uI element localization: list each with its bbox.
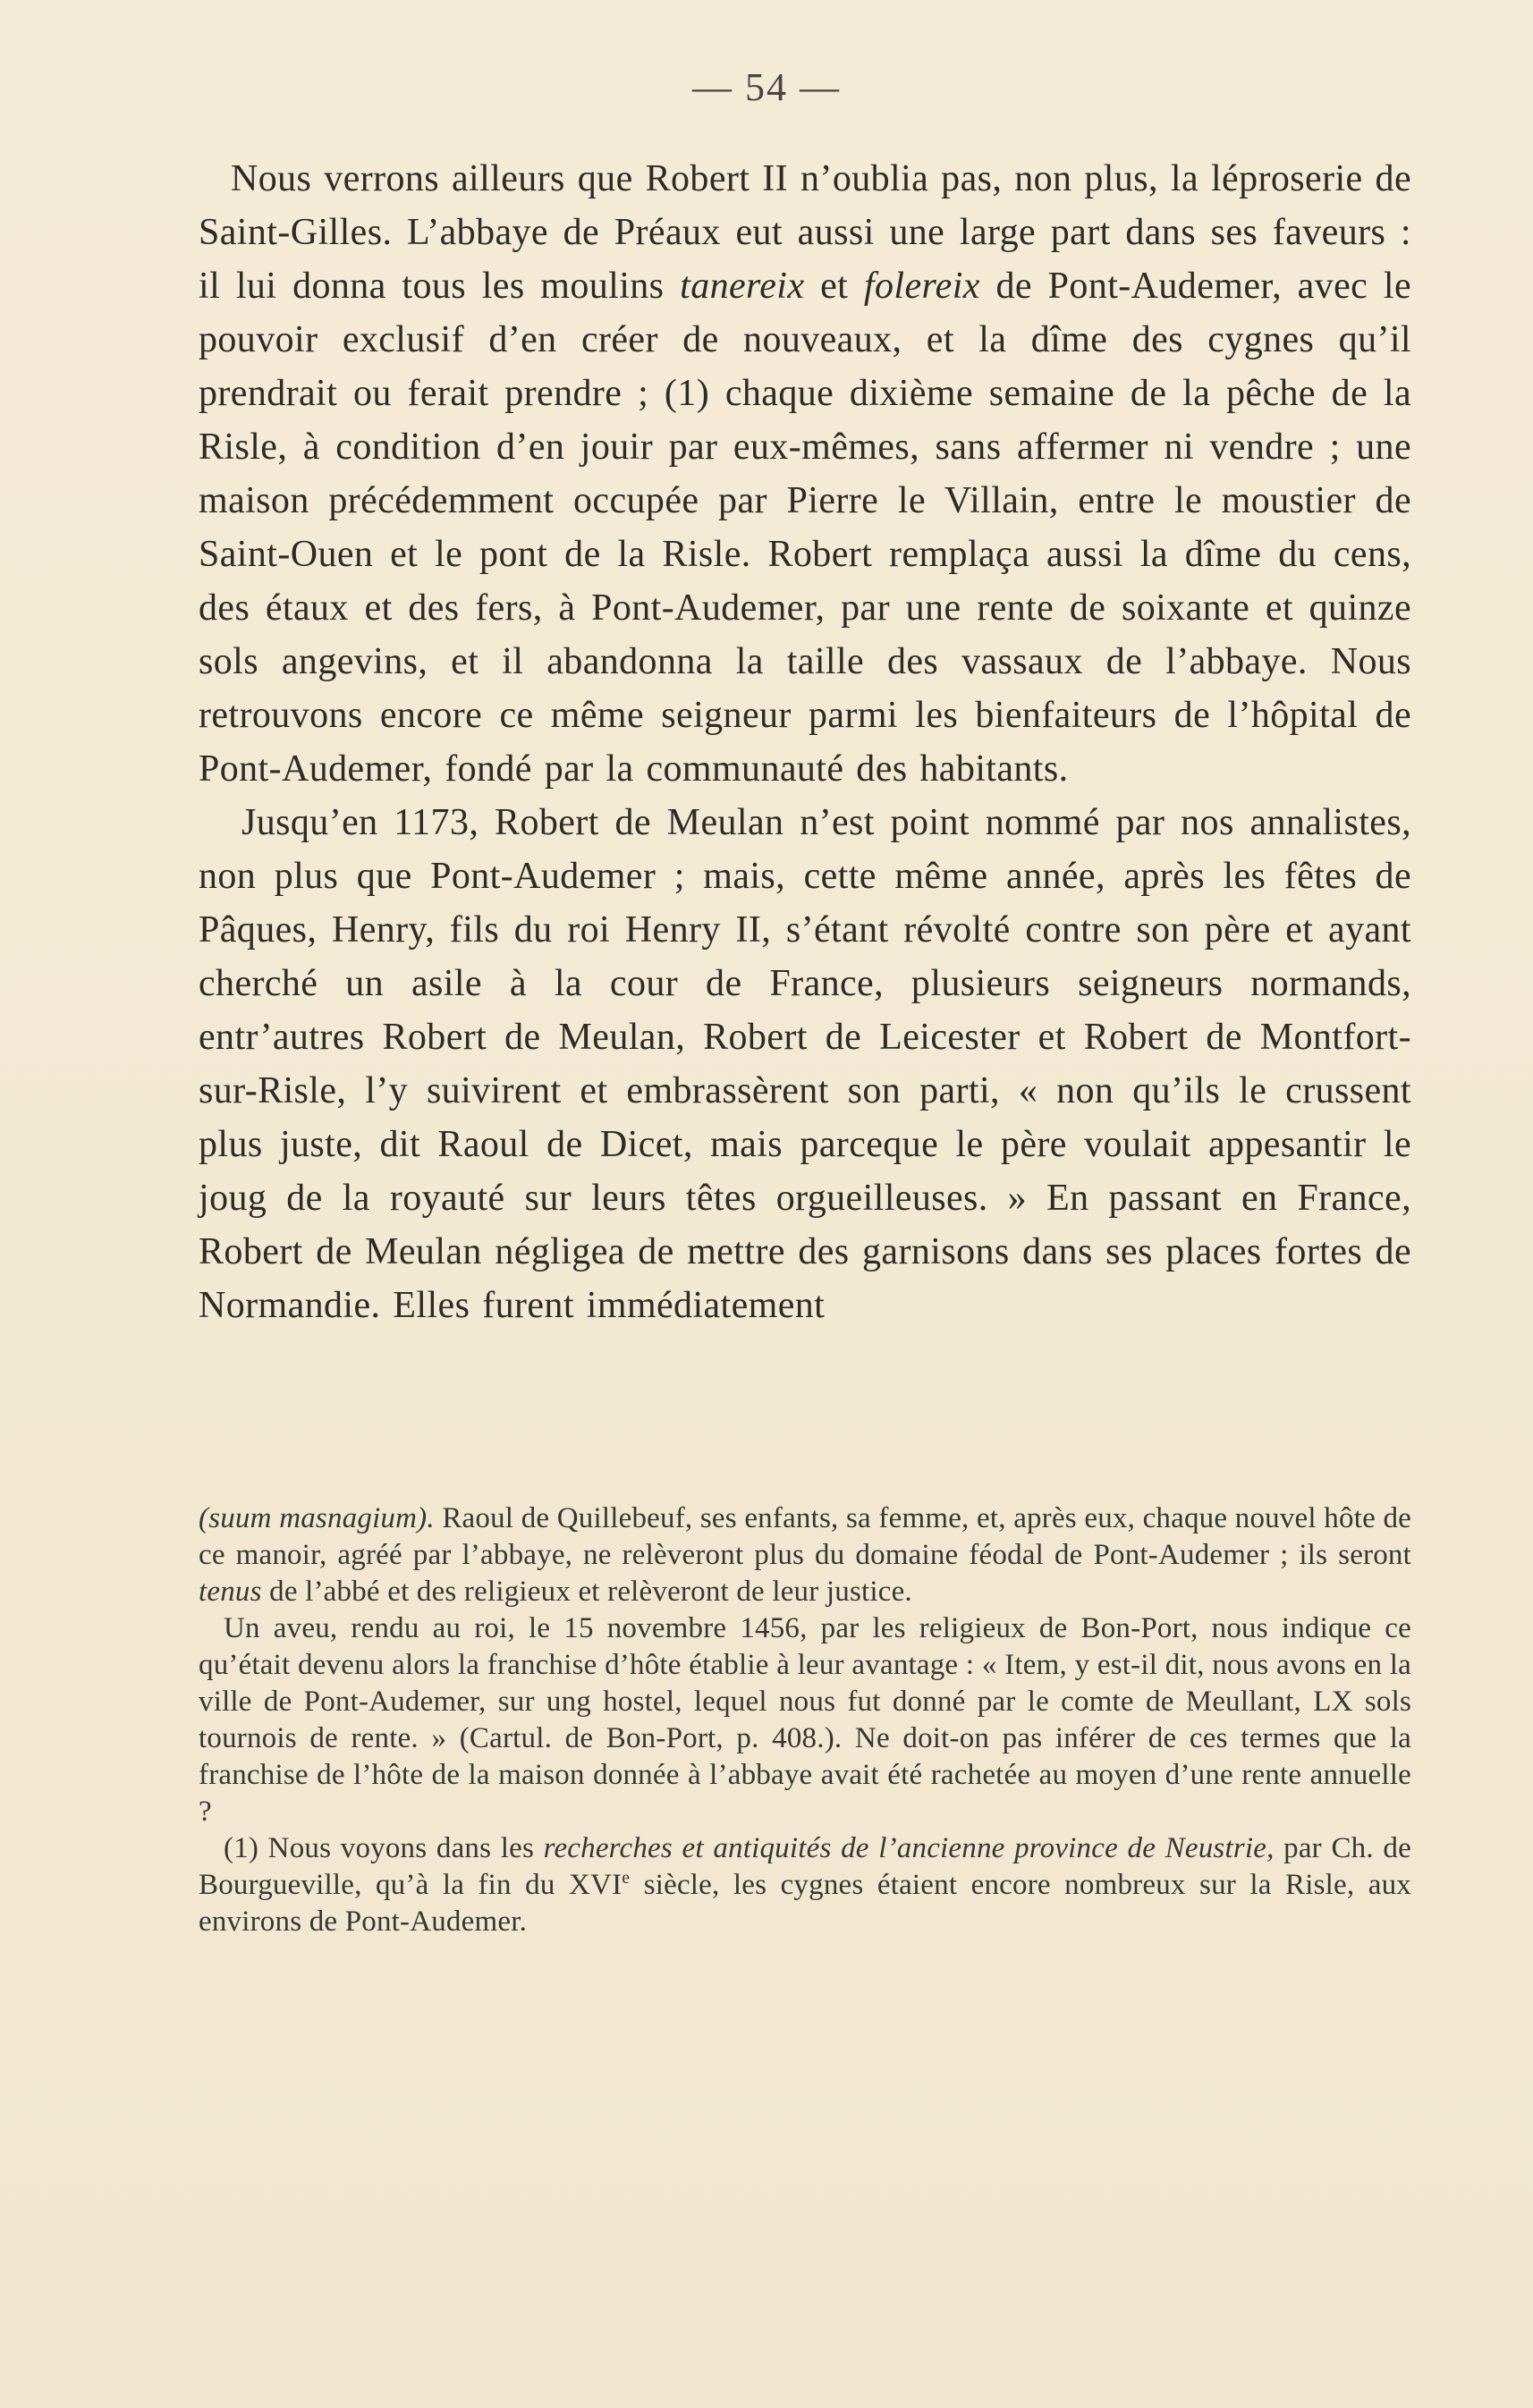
page-number: — 54 — bbox=[692, 65, 841, 109]
superscript: e bbox=[622, 1868, 631, 1888]
text-run: Raoul de Quillebeuf, ses enfants, sa femme, et, après eux, chaque nouvel hôte de ce manoir, agréé par l’abbaye, ne relèveront plus du domaine féodal de Pont-Audemer ; ils seront bbox=[199, 1502, 1411, 1571]
main-text bbox=[199, 152, 1411, 1332]
italic-term: tenus bbox=[199, 1576, 262, 1608]
text-run: (1) Nous voyons dans les bbox=[224, 1832, 544, 1864]
footnote-1 bbox=[199, 1830, 1411, 1940]
text-run: Nous verrons ailleurs que Robert II n’oublia pas, non plus, la léproserie de Saint-Gilles. L’abbaye de Préaux eut aussi une large part dans ses faveurs : il lui donna tous les moulins bbox=[199, 158, 1411, 307]
text-run: de Pont-Audemer, avec le pouvoir exclusif d’en créer de nouveaux, et la dîme des cygnes qu’il prendrait ou ferait prendre ; (1) chaque dixième semaine de la pêche de la Risle, à condition d’en jouir par eux-mêmes, sans affermer ni vendre ; une maison précédemment occupée par Pierre le Villain, entre le moustier de Saint-Ouen et le pont de la Risle. Robert remplaça aussi la dîme du cens, des étaux et des fers, à Pont-Audemer, par une rente de soixante et quinze sols angevins, et il abandonna la taille des vassaux de l’abbaye. Nous retrouvons encore ce même seigneur parmi les bienfaiteurs de l’hôpital de Pont-Audemer, fondé par la communauté des habitants. bbox=[199, 266, 1411, 790]
italic-term: (suum masnagium). bbox=[199, 1502, 435, 1534]
italic-term: tanereix bbox=[680, 266, 805, 307]
text-run: de l’abbé et des religieux et relèveront de leur justice. bbox=[261, 1576, 912, 1608]
text-run: , par Ch. de Bourgueville, qu’à la fin du XVI bbox=[199, 1832, 1411, 1901]
footnote-paragraph: Un aveu, rendu au roi, le 15 novembre 1456, par les religieux de Bon-Port, nous indique ce qu’était devenu alors la franchise d’hôte établie à leur avantage : « Item, y est-il dit, nous avons en la ville de Pont-Audemer, sur ung hostel, lequel nous fut donné par le comte de Meullant, LX sols tournois de rente. » (Cartul. de Bon-Port, p. 408.). Ne doit-on pas inférer de ces termes que la franchise de l’hôte de la maison donnée à l’abbaye avait été rachetée au moyen d’une rente annuelle ? bbox=[199, 1612, 1411, 1828]
italic-term: recherches et antiquités de l’ancienne province de Neustrie bbox=[543, 1832, 1267, 1864]
text-run: et bbox=[804, 266, 864, 307]
body-paragraph: Jusqu’en 1173, Robert de Meulan n’est point nommé par nos annalistes, non plus que Pont-Audemer ; mais, cette même année, après les fêtes de Pâques, Henry, fils du roi Henry II, s’étant révolté contre son père et ayant cherché un asile à la cour de France, plusieurs seigneurs normands, entr’autres Robert de Meulan, Robert de Leicester et Robert de Montfort-sur-Risle, l’y suivirent et embrassèrent son parti, « non qu’ils le crussent plus juste, dit Raoul de Dicet, mais parceque le père voulait appesantir le joug de la royauté sur leurs têtes orgueilleuses. » En passant en France, Robert de Meulan négligea de mettre des garnisons dans ses places fortes de Normandie. Elles furent immédiatement bbox=[199, 802, 1411, 1326]
footnotes bbox=[199, 1500, 1411, 1940]
footnote-continuation bbox=[199, 1500, 1411, 1610]
text-run: siècle, les cygnes étaient encore nombreux sur la Risle, aux environs de Pont-Audemer. bbox=[199, 1869, 1411, 1938]
italic-term: folereix bbox=[863, 266, 980, 307]
body-paragraph bbox=[199, 152, 1411, 796]
